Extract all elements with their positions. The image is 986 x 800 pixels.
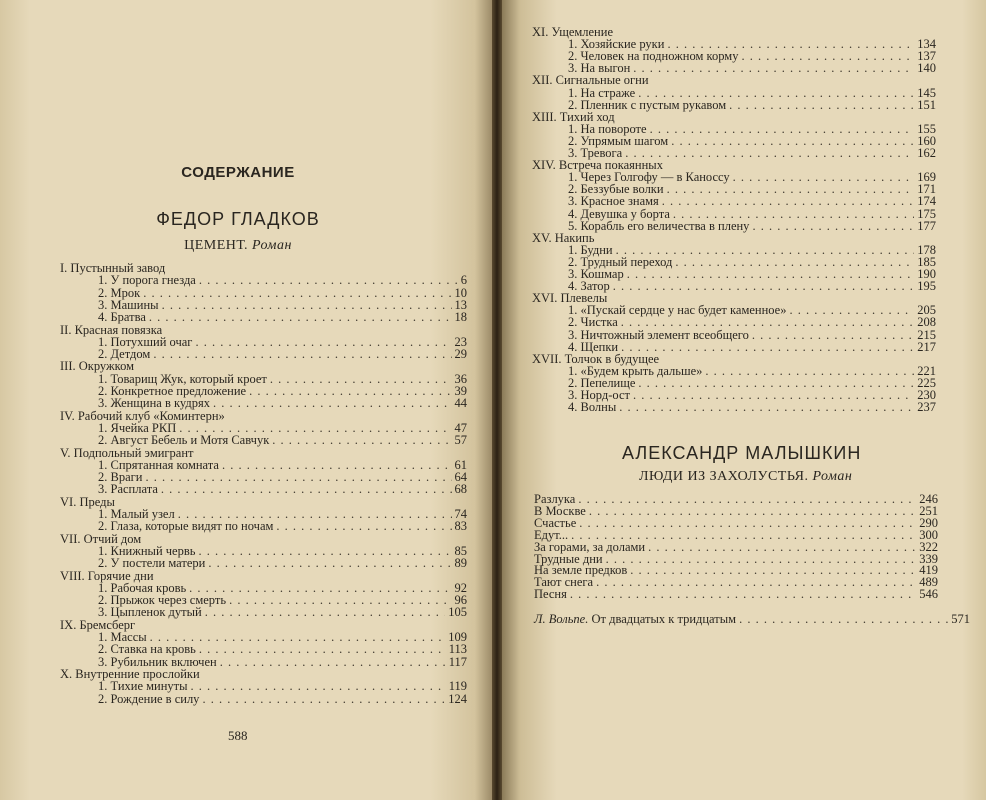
entry-title: 1. Массы (98, 630, 147, 644)
entry-page: 162 (917, 146, 936, 160)
leader-dots (633, 61, 914, 75)
entry-page: 96 (454, 593, 467, 608)
entry-title: 2. Ставка на кровь (98, 642, 196, 657)
entry-title: 1. У порога гнезда (98, 273, 196, 288)
entry-page: 117 (448, 654, 467, 669)
contents-heading: СОДЕРЖАНИЕ (181, 164, 295, 181)
entry-page: 6 (460, 273, 467, 288)
entry-title: 2. Рождение в силу (98, 691, 200, 706)
entry-title: 2. Конкретное предложение (98, 384, 247, 398)
entry-title: 3. Расплата (98, 482, 158, 497)
leader-dots (276, 519, 451, 533)
work-genre: Роман (252, 238, 292, 253)
part-heading: I. Пустынный завод (60, 261, 166, 275)
toc-entry (98, 519, 467, 533)
entry-page: 89 (454, 556, 467, 571)
entry-page: 174 (917, 194, 936, 209)
entry-page: 23 (454, 334, 467, 349)
entry-title: 3. Кошмар (568, 267, 624, 281)
entry-title: Разлука (534, 492, 576, 506)
leader-dots (161, 482, 452, 496)
leader-dots (202, 692, 445, 706)
author2-heading: АЛЕКСАНДР МАЛЫШКИН (622, 443, 862, 463)
entry-page: 221 (917, 363, 936, 378)
entry-page: 419 (919, 563, 938, 578)
entry-title: Едут... (534, 527, 569, 542)
entry-page: 160 (917, 133, 936, 148)
entry-page: 64 (454, 470, 467, 485)
leader-dots (613, 279, 914, 293)
entry-title: 1. Через Голгофу — в Каноссу (568, 170, 730, 185)
entry-title: 3. Тревога (568, 146, 623, 160)
leader-dots (739, 612, 948, 626)
entry-title: 4. Волны (568, 400, 617, 415)
afterword-title (534, 612, 736, 626)
entry-title: 1. «Будем крыть дальше» (568, 363, 703, 378)
afterword-name: От двадцатых к тридцатым (591, 612, 737, 626)
entry-title: 3. Рубильник включен (98, 654, 217, 669)
entry-title: 3. Машины (98, 297, 159, 312)
entry-page: 171 (917, 182, 936, 197)
entry-page: 13 (454, 297, 467, 312)
part-heading: XIV. Встреча покаянных (532, 158, 663, 173)
entry-title: В Москве (534, 503, 586, 518)
leader-dots (729, 98, 914, 112)
entry-page: 225 (917, 375, 936, 390)
entry-page: 61 (454, 457, 467, 472)
entry-page: 134 (917, 37, 936, 52)
afterword-entry (534, 612, 970, 626)
entry-title: 1. На повороте (568, 121, 647, 136)
part-heading: XII. Сигнальные огни (532, 73, 649, 88)
entry-title: 2. Человек на подножном корму (568, 49, 739, 64)
entry-page: 39 (454, 384, 467, 398)
entry-title: 3. Ничтожный элемент всеобщего (568, 327, 749, 342)
part-heading: II. Красная повязка (60, 322, 163, 337)
entry-title: 3. Цыпленок дутый (98, 605, 202, 620)
entry-page: 113 (448, 642, 467, 657)
leader-dots (752, 219, 914, 233)
entry-page: 74 (454, 507, 467, 521)
entry-title: 2. Чистка (568, 315, 618, 330)
entry-title: 1. Тихие минуты (98, 679, 188, 694)
entry-title: 1. Будни (568, 242, 613, 257)
leader-dots (149, 310, 452, 324)
leader-dots (220, 655, 446, 669)
entry-title: За горами, за долами (534, 539, 646, 554)
leader-dots (205, 605, 446, 619)
entry-page: 215 (917, 327, 936, 342)
entry-page: 300 (919, 527, 938, 542)
entry-page: 29 (454, 347, 467, 362)
entry-page: 169 (917, 170, 936, 185)
part-heading: III. Окружком (60, 359, 135, 374)
entry-page: 339 (919, 551, 938, 566)
part-heading: VII. Отчий дом (60, 531, 142, 546)
entry-page: 10 (454, 285, 467, 300)
entry-title: 4. Братва (98, 310, 146, 325)
author-heading: ФЕДОР ГЛАДКОВ (156, 209, 320, 229)
leader-dots (213, 396, 452, 410)
page-number: 588 (228, 728, 248, 743)
book-gutter (492, 0, 502, 800)
entry-page: 205 (917, 303, 936, 318)
entry-title: 2. У постели матери (98, 556, 206, 571)
toc-entry (568, 400, 936, 414)
entry-page: 47 (454, 420, 467, 435)
entry-page: 237 (917, 400, 936, 415)
entry-title: 1. На страже (568, 85, 636, 100)
entry-page: 137 (917, 49, 936, 64)
entry-title: 2. Пленник с пустым рукавом (568, 97, 727, 112)
entry-title: 1. Книжный червь (98, 543, 196, 558)
entry-title: Песня (534, 587, 567, 602)
entry-page: 178 (917, 242, 936, 257)
entry-page: 489 (919, 575, 938, 590)
entry-page: 68 (454, 482, 467, 497)
part-heading: XIII. Тихий ход (532, 109, 615, 124)
entry-page: 177 (917, 218, 936, 233)
entry-title: Трудные дни (534, 551, 603, 566)
leader-dots (272, 433, 451, 447)
part-heading: XVI. Плевелы (532, 291, 608, 306)
entry-title: 4. Затор (568, 279, 610, 294)
entry-page: 155 (917, 121, 936, 136)
entry-title: 4. Девушка у борта (568, 206, 670, 221)
entry-page: 217 (917, 339, 936, 354)
entry-page: 18 (454, 310, 467, 325)
leader-dots (625, 146, 914, 160)
entry-title: 1. Ячейка РКП (98, 420, 177, 435)
entry-title: 1. Рабочая кровь (98, 580, 187, 595)
entry-title: 2. Детдом (98, 347, 151, 362)
entry-title: 2. Враги (98, 470, 143, 485)
afterword-author: Л. Вольпе. (534, 612, 589, 626)
entry-title: Тают снега (534, 575, 594, 590)
entry-page: 145 (917, 85, 936, 100)
work-title: ЦЕМЕНТ. (184, 238, 249, 253)
toc-entry (98, 482, 467, 496)
entry-title: 2. Прыжок через смерть (98, 593, 227, 608)
entry-title: 3. Красное знамя (568, 194, 659, 209)
work2-title: ЛЮДИ ИЗ ЗАХОЛУСТЬЯ. (639, 469, 809, 484)
toc-entry (98, 605, 467, 619)
right-page (502, 0, 986, 800)
toc-entry (98, 692, 467, 706)
entry-page: 36 (454, 371, 467, 386)
entry-title: На земле предков (534, 563, 628, 578)
entry-title: 1. Хозяйские руки (568, 37, 665, 52)
toc-entry (534, 587, 938, 601)
entry-title: 2. Мрок (98, 285, 141, 300)
entry-title: 1. Спрятанная комната (98, 457, 219, 472)
entry-title: 2. Пепелище (568, 375, 636, 390)
entry-page: 322 (919, 539, 938, 554)
entry-title: 5. Корабль его величества в плену (568, 218, 750, 233)
part-heading: XI. Ущемление (532, 25, 613, 39)
left-page (0, 0, 492, 800)
entry-page: 92 (454, 580, 467, 595)
entry-title: 1. Товарищ Жук, который кроет (98, 371, 267, 386)
entry-page: 109 (448, 630, 467, 644)
part-heading: VIII. Горячие дни (60, 568, 154, 583)
entry-page: 140 (917, 61, 936, 76)
leader-dots (570, 587, 916, 601)
entry-page: 57 (454, 433, 467, 448)
leader-dots (153, 347, 451, 361)
entry-page: 230 (917, 388, 936, 402)
part-heading: IV. Рабочий клуб «Коминтерн» (60, 408, 225, 423)
part-heading: IX. Бремсберг (60, 617, 136, 632)
leader-dots (621, 340, 914, 354)
toc-entry (568, 279, 936, 293)
entry-title: 2. Трудный переход (568, 254, 673, 269)
entry-title: 1. Потухший очаг (98, 334, 193, 349)
part-heading: V. Подпольный эмигрант (60, 445, 194, 460)
part-heading: VI. Преды (60, 494, 115, 509)
toc-entry (98, 347, 467, 361)
part-heading: XV. Накипь (532, 230, 595, 245)
entry-title: 2. Упрямым шагом (568, 133, 669, 148)
part-heading: X. Внутренние прослойки (60, 666, 200, 681)
toc-entry (568, 98, 936, 112)
entry-page: 151 (917, 97, 936, 112)
entry-page: 185 (917, 254, 936, 269)
entry-page: 208 (917, 315, 936, 330)
toc-entry (568, 219, 936, 233)
entry-page: 246 (919, 492, 938, 506)
entry-page: 546 (919, 587, 938, 602)
entry-title: 3. Норд-ост (568, 388, 630, 402)
entry-page: 195 (917, 279, 936, 294)
entry-title: 1. Малый узел (98, 507, 175, 521)
entry-title: 1. «Пускай сердце у нас будет каменное» (568, 303, 787, 318)
entry-page: 124 (448, 691, 467, 706)
work2-heading (639, 469, 852, 485)
entry-page: 83 (454, 519, 467, 534)
leader-dots (619, 400, 914, 414)
entry-title: 2. Август Бебель и Мотя Савчук (98, 433, 270, 448)
entry-page: 290 (919, 515, 938, 530)
entry-page: 85 (454, 543, 467, 558)
leader-dots (208, 556, 451, 570)
work2-genre: Роман (812, 469, 853, 484)
entry-title: 3. На выгон (568, 61, 631, 76)
work-heading (0, 238, 476, 254)
afterword-page: 571 (951, 612, 970, 626)
part-heading: XVII. Толчок в будущее (532, 351, 660, 366)
entry-title: 3. Женщина в кудрях (98, 396, 210, 411)
entry-page: 251 (919, 503, 938, 518)
entry-page: 119 (448, 679, 467, 694)
entry-title: 2. Беззубые волки (568, 182, 664, 197)
entry-title: Счастье (534, 515, 577, 530)
entry-page: 175 (917, 206, 936, 221)
entry-page: 105 (448, 605, 467, 620)
entry-title: 2. Глаза, которые видят по ночам (98, 519, 274, 534)
entry-page: 44 (454, 396, 467, 411)
entry-title: 4. Щепки (568, 339, 619, 354)
entry-page: 190 (917, 267, 936, 281)
